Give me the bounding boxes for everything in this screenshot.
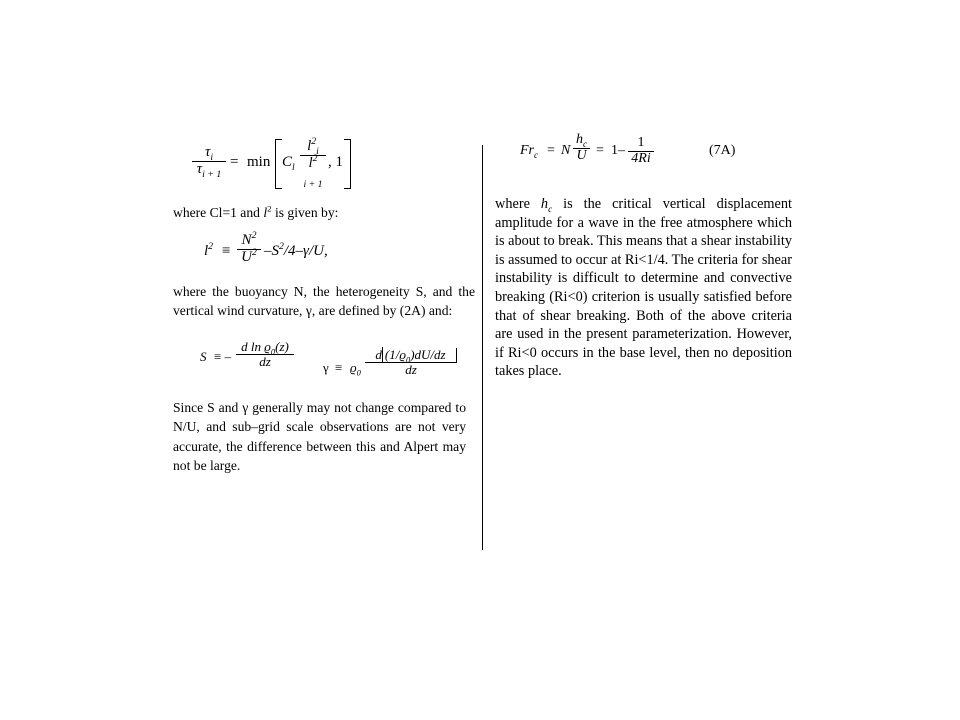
paragraph-buoyancy: where the buoyancy N, the heterogeneity S, and the vertical wind curvature, γ, are defined by (2A) and: bbox=[173, 284, 475, 319]
l2-equiv: ≡ bbox=[222, 243, 231, 259]
tau-tail: , 1 bbox=[328, 154, 343, 170]
left-bracket bbox=[275, 139, 282, 189]
paragraph-right: where $h_c$ is the critical vertical displacement amplitude for a wave in the free atmosphere which is about to break. This means that a shear instability is assumed to occur at Ri<1/4. The criteria for shear instability is difficult to determine and convective breaking (Ri<0) criterion is usually satisfied before that of shear breaking. Both of the above criteria are used in the present parameterization. However, if Ri<0 occurs in the base level, then no deposition takes place. bbox=[495, 196, 792, 380]
equation-label: (7A) bbox=[709, 143, 736, 158]
frc-one: 1– bbox=[611, 143, 625, 158]
text-cl: where Cl=1 and $l^2$ is given by: bbox=[173, 203, 339, 220]
tau-fraction: $\frac{\tau_i}{\tau_{i + 1}}$ bbox=[192, 145, 226, 178]
right-bracket bbox=[344, 139, 351, 189]
l2-fraction: $\frac{N^2}{U^2}$ bbox=[237, 233, 261, 266]
tau-min: min bbox=[247, 154, 271, 170]
frc-lhs: $Fr_c$ bbox=[520, 143, 539, 160]
column-divider bbox=[482, 145, 483, 550]
gamma-lhs: γ bbox=[323, 360, 329, 375]
equation-frc bbox=[520, 133, 750, 169]
tau-l-fraction: $l^2_i$ $l^2$ $_{i + 1}$ bbox=[300, 139, 326, 187]
l2-rest: $-S^2/4-\gamma/U$, bbox=[264, 241, 328, 259]
tau-coefficient: $C_l$ bbox=[282, 154, 295, 173]
frc-hu-fraction: $\frac{h_c}{U}$ bbox=[573, 133, 590, 163]
s-lhs: S bbox=[200, 349, 207, 364]
s-equiv: ≡ – bbox=[214, 349, 232, 364]
frc-equals2: = bbox=[596, 143, 604, 158]
l2-lhs: $l^2$ bbox=[204, 241, 214, 259]
gamma-equiv: ≡ bbox=[335, 360, 343, 375]
gamma-fraction: $\frac{d (1/ϱ_0)dU/dz}{dz}$ bbox=[365, 348, 457, 376]
s-fraction: $\frac{d \ln ϱ_0(z)}{dz}$ bbox=[236, 340, 294, 368]
frc-n: N bbox=[561, 143, 571, 158]
tau-equals: = bbox=[230, 154, 239, 170]
gamma-rho: $ϱ_0$ bbox=[350, 360, 361, 378]
frc-equals: = bbox=[547, 143, 555, 158]
frc-ri-fraction: $\frac{1}{4Ri}$ bbox=[628, 136, 654, 166]
paragraph-since: Since S and γ generally may not change compared to N/U, and sub–grid scale observations are not very accurate, the difference between this and Alpert may not be large. bbox=[173, 400, 466, 474]
